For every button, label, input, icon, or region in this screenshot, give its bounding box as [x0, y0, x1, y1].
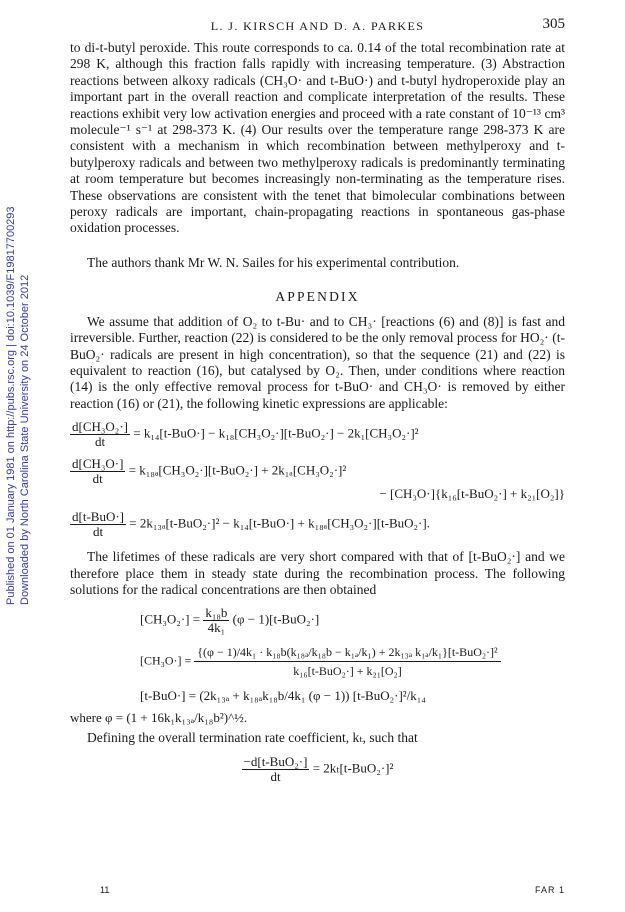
page-body — [70, 40, 565, 784]
steady-state-paragraph: The lifetimes of these radicals are very short compared with that of [t-BuO₂·] and we therefore place them in steady state during the recombination process. The following solutions for the radical concentrations are then obtained — [70, 549, 565, 597]
equation-rhs: = 2kₜ[t-BuO₂·]² — [312, 760, 394, 776]
equation-rhs: = k₁₄[t-BuO·] − k₁₈[CH₃O₂·][t-BuO₂·] − 2k₁[CH₃O₂·]² — [133, 425, 419, 441]
fraction-numerator: {(φ − 1)/4k₁ · k₁₈b(k₁₈ₐ/k₁₈b − k₁ₐ/k₁) + 2k₁₃ₐ k₁ₐ/k₁}[t-BuO₂·]² — [194, 643, 500, 662]
equation-lhs: [CH₃O·] = — [140, 653, 192, 668]
equation-rhs: = 2k₁₃ₐ[t-BuO₂·]² − k₁₄[t-BuO·] + k₁₈ₐ[CH₃O₂·][t-BuO₂·]. — [129, 515, 430, 531]
steady-state-ch3o — [70, 643, 565, 680]
where-label: where — [70, 710, 102, 726]
conclusion-paragraph: to di-t-butyl peroxide. This route corresponds to ca. 0.14 of the total recombination rate at 298 K, although this fraction falls rapidly with increasing temperature. (3) Abstraction reactions between alkoxy radicals (CH₃O· and t-BuO·) and t-butyl hydroperoxide play an important part in the overall reaction and complicate interpretation of the results. These reactions exhibit very low activation energies and proceed with a rate constant of 10⁻¹³ cm³ molecule⁻¹ s⁻¹ at 298-373 K. (4) Our results over the temperature range 298-373 K are consistent with a mechanism in which recombination between methylperoxy and t-butylperoxy radicals and between two methylperoxy radicals is predominantly terminating at room temperature but becomes increasingly non-terminating as the temperature rises. These observations are consistent with the tenet that bimolecular combinations between peroxy radicals are important, chain-propagating reactions in spontaneous gas-phase oxidation processes. — [70, 40, 565, 236]
phi-definition — [70, 710, 565, 726]
equation-rhs: (2k₁₃ₐ + k₁₈ₐk₁₈b/4k₁ (φ − 1)) [t-BuO₂·]²/k₁₄ — [199, 688, 426, 704]
doi-link[interactable]: Published on 01 January 1981 on http://pubs.rsc.org | doi:10.1039/F19817700293 — [5, 206, 17, 605]
derivative-fraction — [70, 457, 125, 486]
fraction-numerator: k₁₈b — [205, 605, 228, 621]
acknowledgement: The authors thank Mr W. N. Sailes for his experimental contribution. — [87, 254, 460, 270]
derivative-denominator: dt — [92, 524, 104, 540]
derivative-numerator: d[t-BuO·] — [72, 509, 124, 525]
concentration-fraction — [194, 643, 500, 680]
page-number: 305 — [542, 16, 565, 32]
equation-lhs: [t-BuO·] = — [140, 688, 197, 704]
derivative-numerator: −d[t-BuO₂·] — [243, 753, 308, 769]
page-footer — [70, 885, 565, 899]
rate-ratio-fraction — [203, 606, 229, 635]
signature-mark: 11 — [100, 885, 110, 895]
derivative-fraction — [70, 420, 130, 449]
phi-expression: φ = (1 + 16k₁k₁₃ₐ/k₁₈b²)^½. — [105, 710, 248, 726]
derivative-denominator: dt — [92, 471, 103, 487]
journal-code: FAR 1 — [534, 885, 565, 895]
derivative-numerator: d[CH₃O·] — [72, 456, 124, 472]
equation-rhs: = k₁₈ₐ[CH₃O₂·][t-BuO₂·] + 2k₁ₐ[CH₃O₂·]² — [128, 462, 347, 478]
download-notice — [4, 95, 44, 605]
fraction-denominator: k₁₆[t-BuO₂·] + k₂₁[O₂] — [293, 664, 402, 679]
derivative-numerator: d[CH₃O₂·] — [72, 419, 128, 435]
termination-rate-equation — [70, 755, 565, 784]
equation-lhs: [CH₃O₂·] = — [140, 611, 201, 627]
equation-rhs: (φ − 1)[t-BuO₂·] — [232, 611, 320, 627]
page-header — [70, 16, 565, 36]
steady-state-tbuo — [70, 688, 565, 704]
derivative-fraction — [70, 510, 126, 539]
derivative-denominator: dt — [94, 434, 106, 450]
fraction-denominator: 4k₁ — [207, 620, 226, 636]
appendix-heading: APPENDIX — [275, 289, 360, 305]
rate-equation-tbuo — [70, 510, 565, 539]
appendix-intro-paragraph: We assume that addition of O₂ to t-Bu· and to CH₃· [reactions (6) and (8)] is fast and irreversible. Further, reaction (22) is considered to be the only removal process for HO₂· (t-BuO₂· radicals are present in high concentration), so that the sequence (21) and (22) is equivalent to reaction (16), but catalysed by O₂. Then, under conditions where reaction (14) is the only effective removal process for t-BuO· and CH₃O· is removed by either reaction (16) or (21), the following kinetic expressions are applicable: — [70, 313, 565, 411]
derivative-fraction — [242, 755, 310, 784]
steady-state-ch3o2 — [70, 606, 565, 635]
running-head: L. J. KIRSCH AND D. A. PARKES — [210, 19, 425, 33]
download-notice-text: Downloaded by North Carolina State University on 24 October 2012 — [19, 274, 31, 605]
publication-notice-link[interactable] — [4, 95, 18, 605]
rate-equation-ch3o — [70, 457, 565, 502]
termination-definition-text: Defining the overall termination rate coefficient, kₜ, such that — [87, 730, 418, 746]
derivative-denominator: dt — [270, 768, 281, 784]
equation-continuation: − [CH₃O·]{k₁₆[t-BuO₂·] + k₂₁[O₂]} — [379, 486, 565, 502]
rate-equation-ch3o2 — [70, 420, 565, 449]
